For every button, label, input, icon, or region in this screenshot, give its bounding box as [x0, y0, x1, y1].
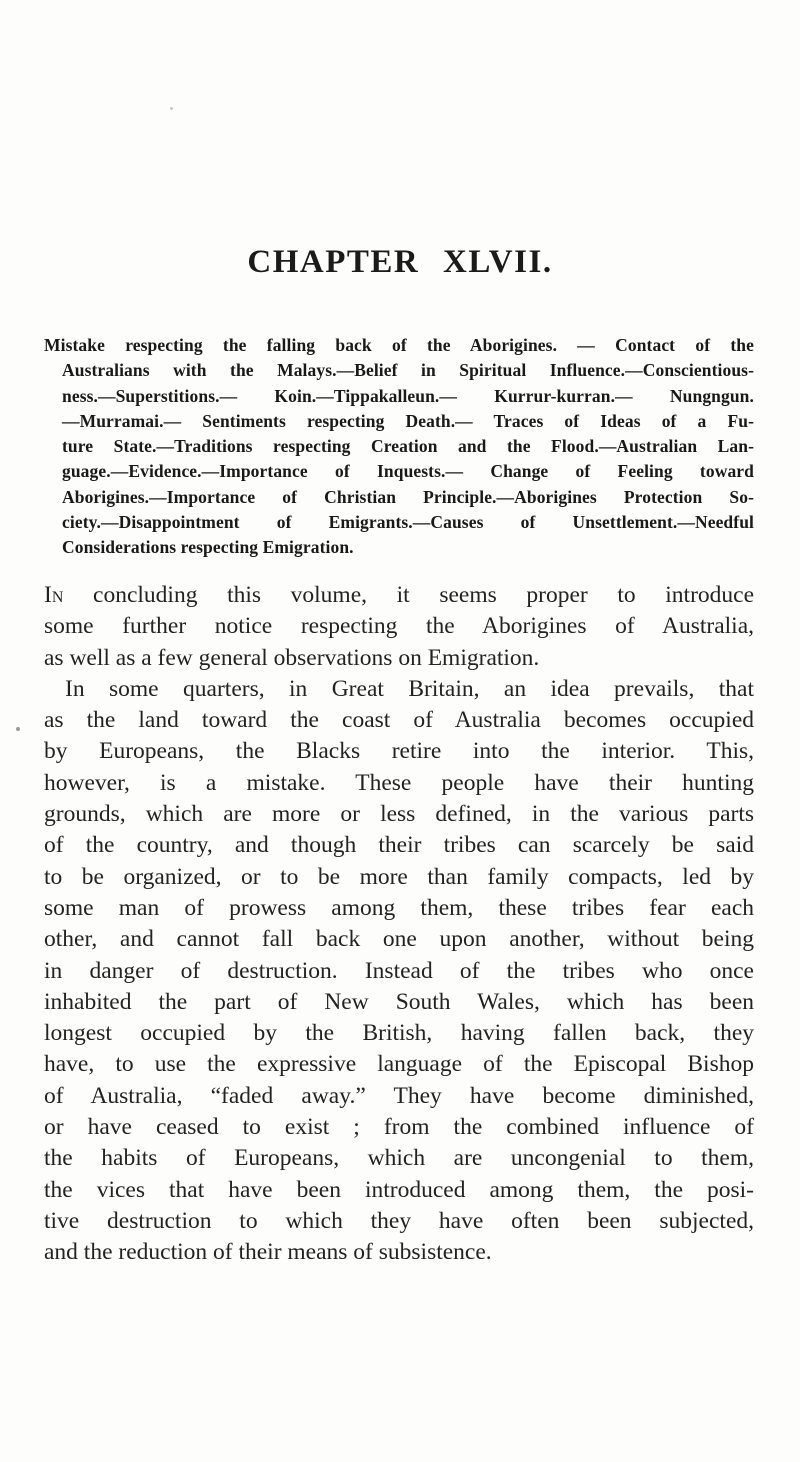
summary-line: Aborigines.—Importance of Christian Principle.—Aborigines Protection So-: [62, 486, 754, 507]
summary-line: ness.—Superstitions.— Koin.—Tippakalleun.— Kurrur-kurran.— Nungngun.: [62, 385, 754, 406]
scan-speck-icon: [16, 727, 20, 731]
body-line: [44, 580, 754, 611]
summary-line: guage.—Evidence.—Importance of Inquests.— Change of Feeling toward: [62, 461, 754, 482]
body-line: of the country, and though their tribes can scarcely be said: [44, 832, 754, 859]
body-line: longest occupied by the British, having fallen back, they: [44, 1020, 754, 1047]
body-line: the habits of Europeans, which are uncongenial to them,: [44, 1145, 754, 1172]
body-line: however, is a mistake. These people have their hunting: [44, 769, 754, 796]
body-line: as well as a few general observations on Emigration.: [44, 644, 540, 671]
summary-line: —Murramai.— Sentiments respecting Death.— Traces of Ideas of a Fu-: [62, 410, 754, 431]
body-line: in danger of destruction. Instead of the tribes who once: [44, 957, 754, 984]
summary-line: Considerations respecting Emigration.: [62, 537, 354, 558]
summary-line: ciety.—Disappointment of Emigrants.—Causes of Unsettlement.—Needful: [62, 512, 754, 533]
summary-line: ture State.—Traditions respecting Creation and the Flood.—Australian Lan-: [62, 436, 754, 457]
small-caps-lead: In: [44, 582, 64, 608]
body-line: or have ceased to exist ; from the combined influence of: [44, 1114, 754, 1141]
body-line: as the land toward the coast of Australia becomes occupied: [44, 707, 754, 734]
body-line-text: concluding this volume, it seems proper to introduce: [93, 582, 754, 608]
chapter-summary: [44, 333, 754, 561]
body-line: some man of prowess among them, these tribes fear each: [44, 894, 754, 921]
body-line: of Australia, “faded away.” They have become diminished,: [44, 1082, 754, 1109]
body-line: grounds, which are more or less defined, in the various parts: [44, 801, 754, 828]
body-line: have, to use the expressive language of the Episcopal Bishop: [44, 1051, 754, 1078]
body-line: some further notice respecting the Aborigines of Australia,: [44, 613, 754, 640]
summary-line: Mistake respecting the falling back of the Aborigines. — Contact of the: [44, 335, 754, 355]
body-line: the vices that have been introduced among them, the posi-: [44, 1176, 754, 1203]
body-line: to be organized, or to be more than family compacts, led by: [44, 863, 754, 890]
summary-line: Australians with the Malays.—Belief in Spiritual Influence.—Conscientious-: [62, 360, 754, 381]
chapter-heading: CHAPTER XLVII.: [247, 244, 553, 280]
body-line: other, and cannot fall back one upon another, without being: [44, 926, 754, 953]
body-line: In some quarters, in Great Britain, an idea prevails, that: [65, 675, 754, 702]
body-text: [44, 580, 754, 1269]
body-line: inhabited the part of New South Wales, which has been: [44, 988, 754, 1015]
body-line: and the reduction of their means of subsistence.: [44, 1239, 492, 1266]
scan-speck-icon: [170, 107, 173, 110]
body-line: tive destruction to which they have often been subjected,: [44, 1207, 754, 1234]
body-line: by Europeans, the Blacks retire into the interior. This,: [44, 738, 754, 765]
